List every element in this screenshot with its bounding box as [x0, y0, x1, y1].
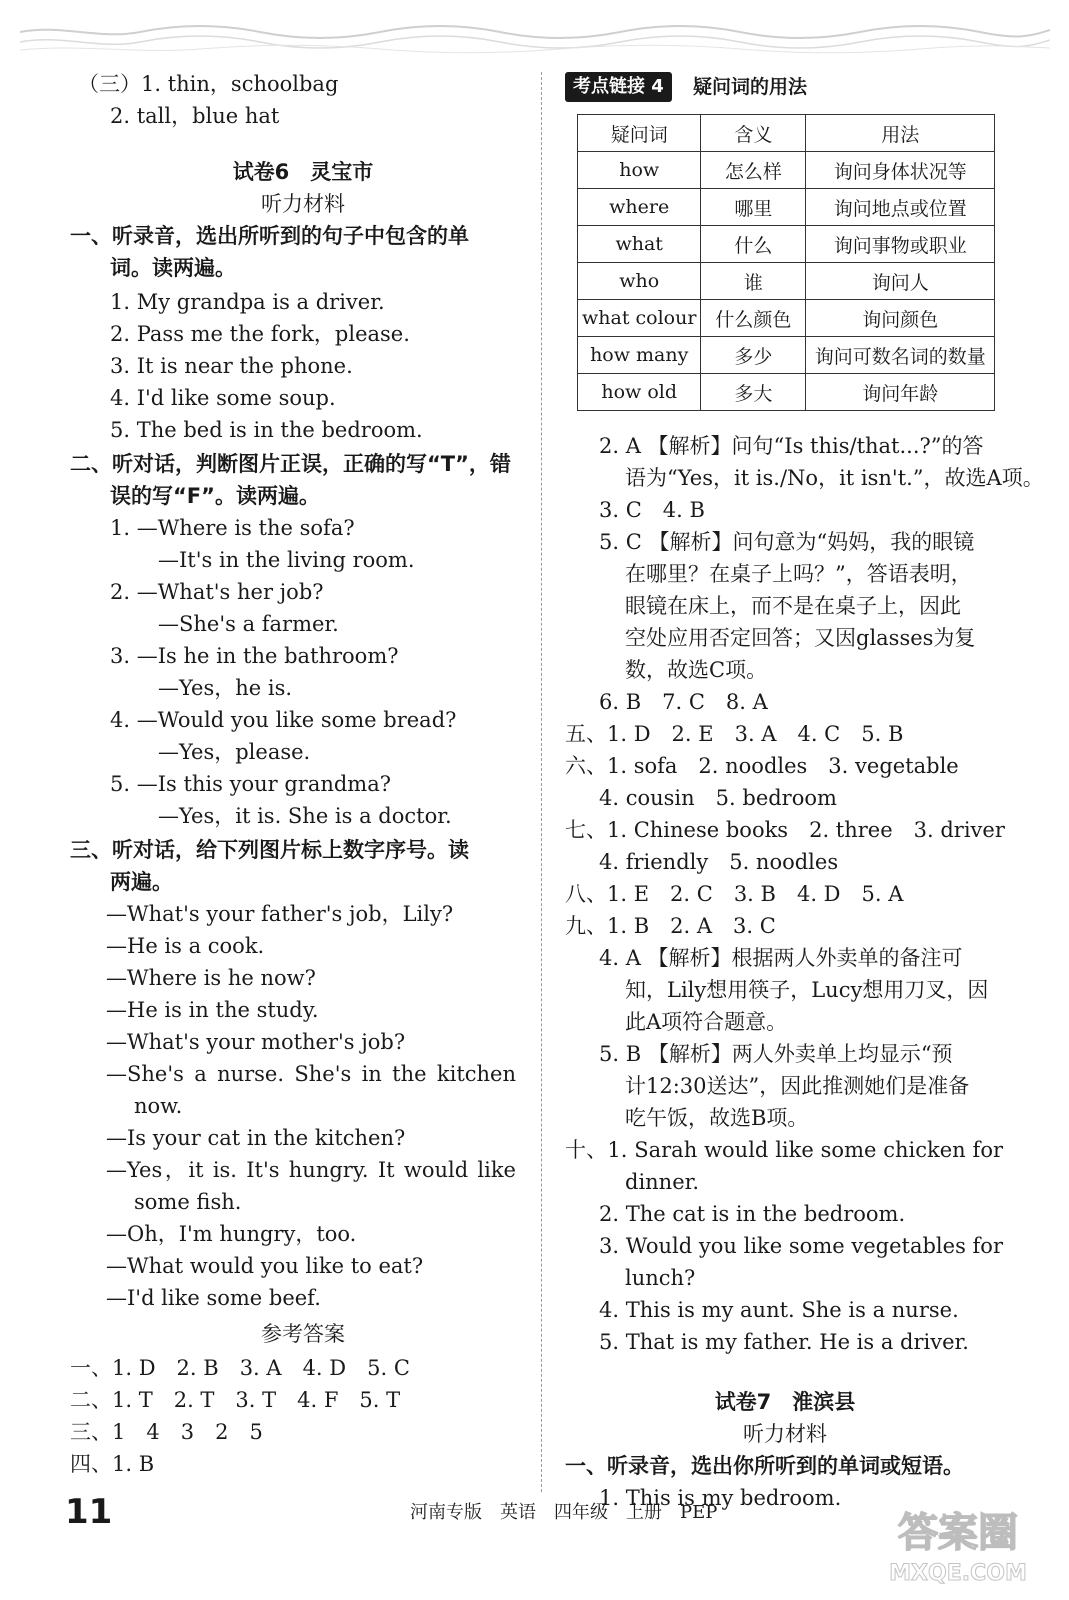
answer-line: 2. The cat is in the bedroom. — [599, 1202, 906, 1226]
dialog-line: —Yes，please. — [158, 740, 311, 764]
table-row — [578, 300, 995, 337]
answer-line: 4. This is my aunt. She is a nurse. — [599, 1298, 959, 1322]
answer-line: 九、1. B 2. A 3. C — [565, 914, 776, 938]
answer-line: 2. tall，blue hat — [110, 104, 280, 128]
answer-line: （三）1. thin，schoolbag — [78, 72, 339, 96]
dialog-line: —Oh，I'm hungry，too. — [106, 1222, 357, 1246]
column-divider — [541, 72, 542, 1492]
answer-line-cont: 知，Lily想用筷子，Lucy想用刀叉，因 — [625, 978, 989, 1002]
table-cell: where — [578, 189, 701, 226]
answer-line-cont: 4. friendly 5. noodles — [599, 850, 839, 874]
dialog-line: —He is a cook. — [106, 934, 265, 958]
dialog-line: —Where is he now? — [106, 966, 316, 990]
section-title: 试卷7 淮滨县 — [714, 1390, 856, 1414]
listening-item: 3. It is near the phone. — [110, 354, 353, 378]
answer-line: 七、1. Chinese books 2. three 3. driver — [565, 818, 1005, 842]
answer-line: 3. Would you like some vegetables for — [599, 1234, 1003, 1258]
footer-info: 河南专版 英语 四年级 上册 PEP — [410, 1502, 718, 1523]
table-cell: how many — [578, 337, 701, 374]
question-heading: 一、听录音，选出你所听到的单词或短语。 — [565, 1454, 964, 1478]
answer-line: 二、1. T 2. T 3. T 4. F 5. T — [70, 1388, 401, 1412]
table-cell: 询问可数名词的数量 — [806, 337, 995, 374]
dialog-line: 5. —Is this your grandma? — [110, 772, 391, 796]
dialog-line: 2. —What's her job? — [110, 580, 324, 604]
page-number: 11 — [65, 1492, 113, 1532]
answer-line: 三、1 4 3 2 5 — [70, 1420, 263, 1444]
answer-line: 3. C 4. B — [599, 498, 705, 522]
answer-line-cont: 语为“Yes，it is./No，it isn't.”，故选A项。 — [625, 466, 1044, 490]
table-header: 用法 — [806, 115, 995, 152]
table-row — [578, 152, 995, 189]
answer-line-cont: 空处应用否定回答；又因glasses为复 — [625, 626, 976, 650]
dialog-line: 3. —Is he in the bathroom? — [110, 644, 399, 668]
section-subtitle: 参考答案 — [261, 1322, 345, 1346]
dialog-line-cont: some fish. — [134, 1190, 242, 1214]
table-cell: what — [578, 226, 701, 263]
table-cell: 怎么样 — [701, 152, 806, 189]
table-cell: 谁 — [701, 263, 806, 300]
answer-line: 5. B 【解析】两人外卖单上均显示“预 — [599, 1042, 953, 1066]
answer-line-cont: 吃午饭，故选B项。 — [625, 1106, 809, 1130]
answer-line: 六、1. sofa 2. noodles 3. vegetable — [565, 754, 959, 778]
dialog-line: —What's your mother's job? — [106, 1030, 406, 1054]
answer-line-cont: 4. cousin 5. bedroom — [599, 786, 837, 810]
question-heading-cont: 误的写“F”。读两遍。 — [110, 484, 320, 508]
table-row — [578, 374, 995, 411]
table-header: 疑问词 — [578, 115, 701, 152]
answer-line: 八、1. E 2. C 3. B 4. D 5. A — [565, 882, 904, 906]
table-cell: how — [578, 152, 701, 189]
answer-line: 5. C 【解析】问句意为“妈妈，我的眼镜 — [599, 530, 975, 554]
answer-line-cont: 此A项符合题意。 — [625, 1010, 788, 1034]
knowledge-link-title: 疑问词的用法 — [693, 76, 808, 98]
table-cell: 询问身体状况等 — [806, 152, 995, 189]
dialog-line: —Yes，it is. She is a doctor. — [158, 804, 452, 828]
question-heading: 三、听对话，给下列图片标上数字序号。读 — [70, 838, 469, 862]
answer-line-cont: lunch? — [625, 1266, 696, 1290]
table-cell: 询问地点或位置 — [806, 189, 995, 226]
dialog-line: —Yes，he is. — [158, 676, 293, 700]
listening-item: 4. I'd like some soup. — [110, 386, 336, 410]
table-cell: who — [578, 263, 701, 300]
question-heading: 一、听录音，选出所听到的句子中包含的单 — [70, 224, 469, 248]
question-heading-cont: 两遍。 — [110, 870, 173, 894]
watermark-logo — [868, 1500, 1048, 1592]
table-cell: 多少 — [701, 337, 806, 374]
answer-line: 一、1. D 2. B 3. A 4. D 5. C — [70, 1356, 410, 1380]
table-cell: 多大 — [701, 374, 806, 411]
answer-line-cont: dinner. — [625, 1170, 700, 1194]
table-row — [578, 263, 995, 300]
table-cell: 什么 — [701, 226, 806, 263]
question-heading: 二、听对话，判断图片正误，正确的写“T”，错 — [70, 452, 511, 476]
dialog-line: —I'd like some beef. — [106, 1286, 321, 1310]
table-cell: how old — [578, 374, 701, 411]
dialog-line: —Is your cat in the kitchen? — [106, 1126, 406, 1150]
listening-item: 1. This is my bedroom. — [599, 1486, 842, 1510]
table-cell: 询问年龄 — [806, 374, 995, 411]
dialog-line: —She's a nurse. She's in the kitchen — [106, 1062, 516, 1086]
table-cell: what colour — [578, 300, 701, 337]
answer-line: 2. A 【解析】问句“Is this/that...?”的答 — [599, 434, 984, 458]
answer-line-cont: 在哪里？在桌子上吗？”，答语表明， — [625, 562, 972, 586]
answer-line: 6. B 7. C 8. A — [599, 690, 768, 714]
answer-line-cont: 眼镜在床上，而不是在桌子上，因此 — [625, 594, 961, 618]
dialog-line: 4. —Would you like some bread? — [110, 708, 457, 732]
section-subtitle: 听力材料 — [743, 1422, 827, 1446]
answer-line: 四、1. B — [70, 1452, 155, 1476]
table-cell: 哪里 — [701, 189, 806, 226]
dialog-line: —It's in the living room. — [158, 548, 415, 572]
knowledge-link-tag: 考点链接 4 — [565, 72, 672, 102]
table-row — [578, 189, 995, 226]
table-cell: 询问人 — [806, 263, 995, 300]
answer-line: 五、1. D 2. E 3. A 4. C 5. B — [565, 722, 904, 746]
dialog-line: —What's your father's job，Lily? — [106, 902, 454, 926]
dialog-line-cont: now. — [134, 1094, 183, 1118]
table-cell: 询问颜色 — [806, 300, 995, 337]
section-title: 试卷6 灵宝市 — [232, 160, 374, 184]
dialog-line: 1. —Where is the sofa? — [110, 516, 355, 540]
table-cell: 询问事物或职业 — [806, 226, 995, 263]
table-header: 含义 — [701, 115, 806, 152]
answer-line-cont: 计12:30送达”，因此推测她们是准备 — [625, 1074, 970, 1098]
table-row — [578, 226, 995, 263]
listening-item: 1. My grandpa is a driver. — [110, 290, 385, 314]
watermark-text: 答案圈 — [898, 1510, 1018, 1556]
dialog-line: —She's a farmer. — [158, 612, 339, 636]
section-subtitle: 听力材料 — [261, 192, 345, 216]
listening-item: 5. The bed is in the bedroom. — [110, 418, 423, 442]
watermark-url: MXQE.COM — [889, 1561, 1027, 1586]
dialog-line: —What would you like to eat? — [106, 1254, 424, 1278]
dialog-line: —Yes，it is. It's hungry. It would like — [106, 1158, 516, 1182]
table-cell: 什么颜色 — [701, 300, 806, 337]
answer-line: 5. That is my father. He is a driver. — [599, 1330, 969, 1354]
question-heading-cont: 词。读两遍。 — [110, 256, 236, 280]
answer-line: 十、1. Sarah would like some chicken for — [565, 1138, 1003, 1162]
answer-line-cont: 数，故选C项。 — [625, 658, 768, 682]
dialog-line: —He is in the study. — [106, 998, 319, 1022]
answer-line: 4. A 【解析】根据两人外卖单的备注可 — [599, 946, 963, 970]
table-row — [578, 337, 995, 374]
listening-item: 2. Pass me the fork，please. — [110, 322, 410, 346]
top-wave-border — [20, 18, 1050, 58]
question-word-table — [577, 114, 995, 411]
table-header-row — [578, 115, 995, 152]
